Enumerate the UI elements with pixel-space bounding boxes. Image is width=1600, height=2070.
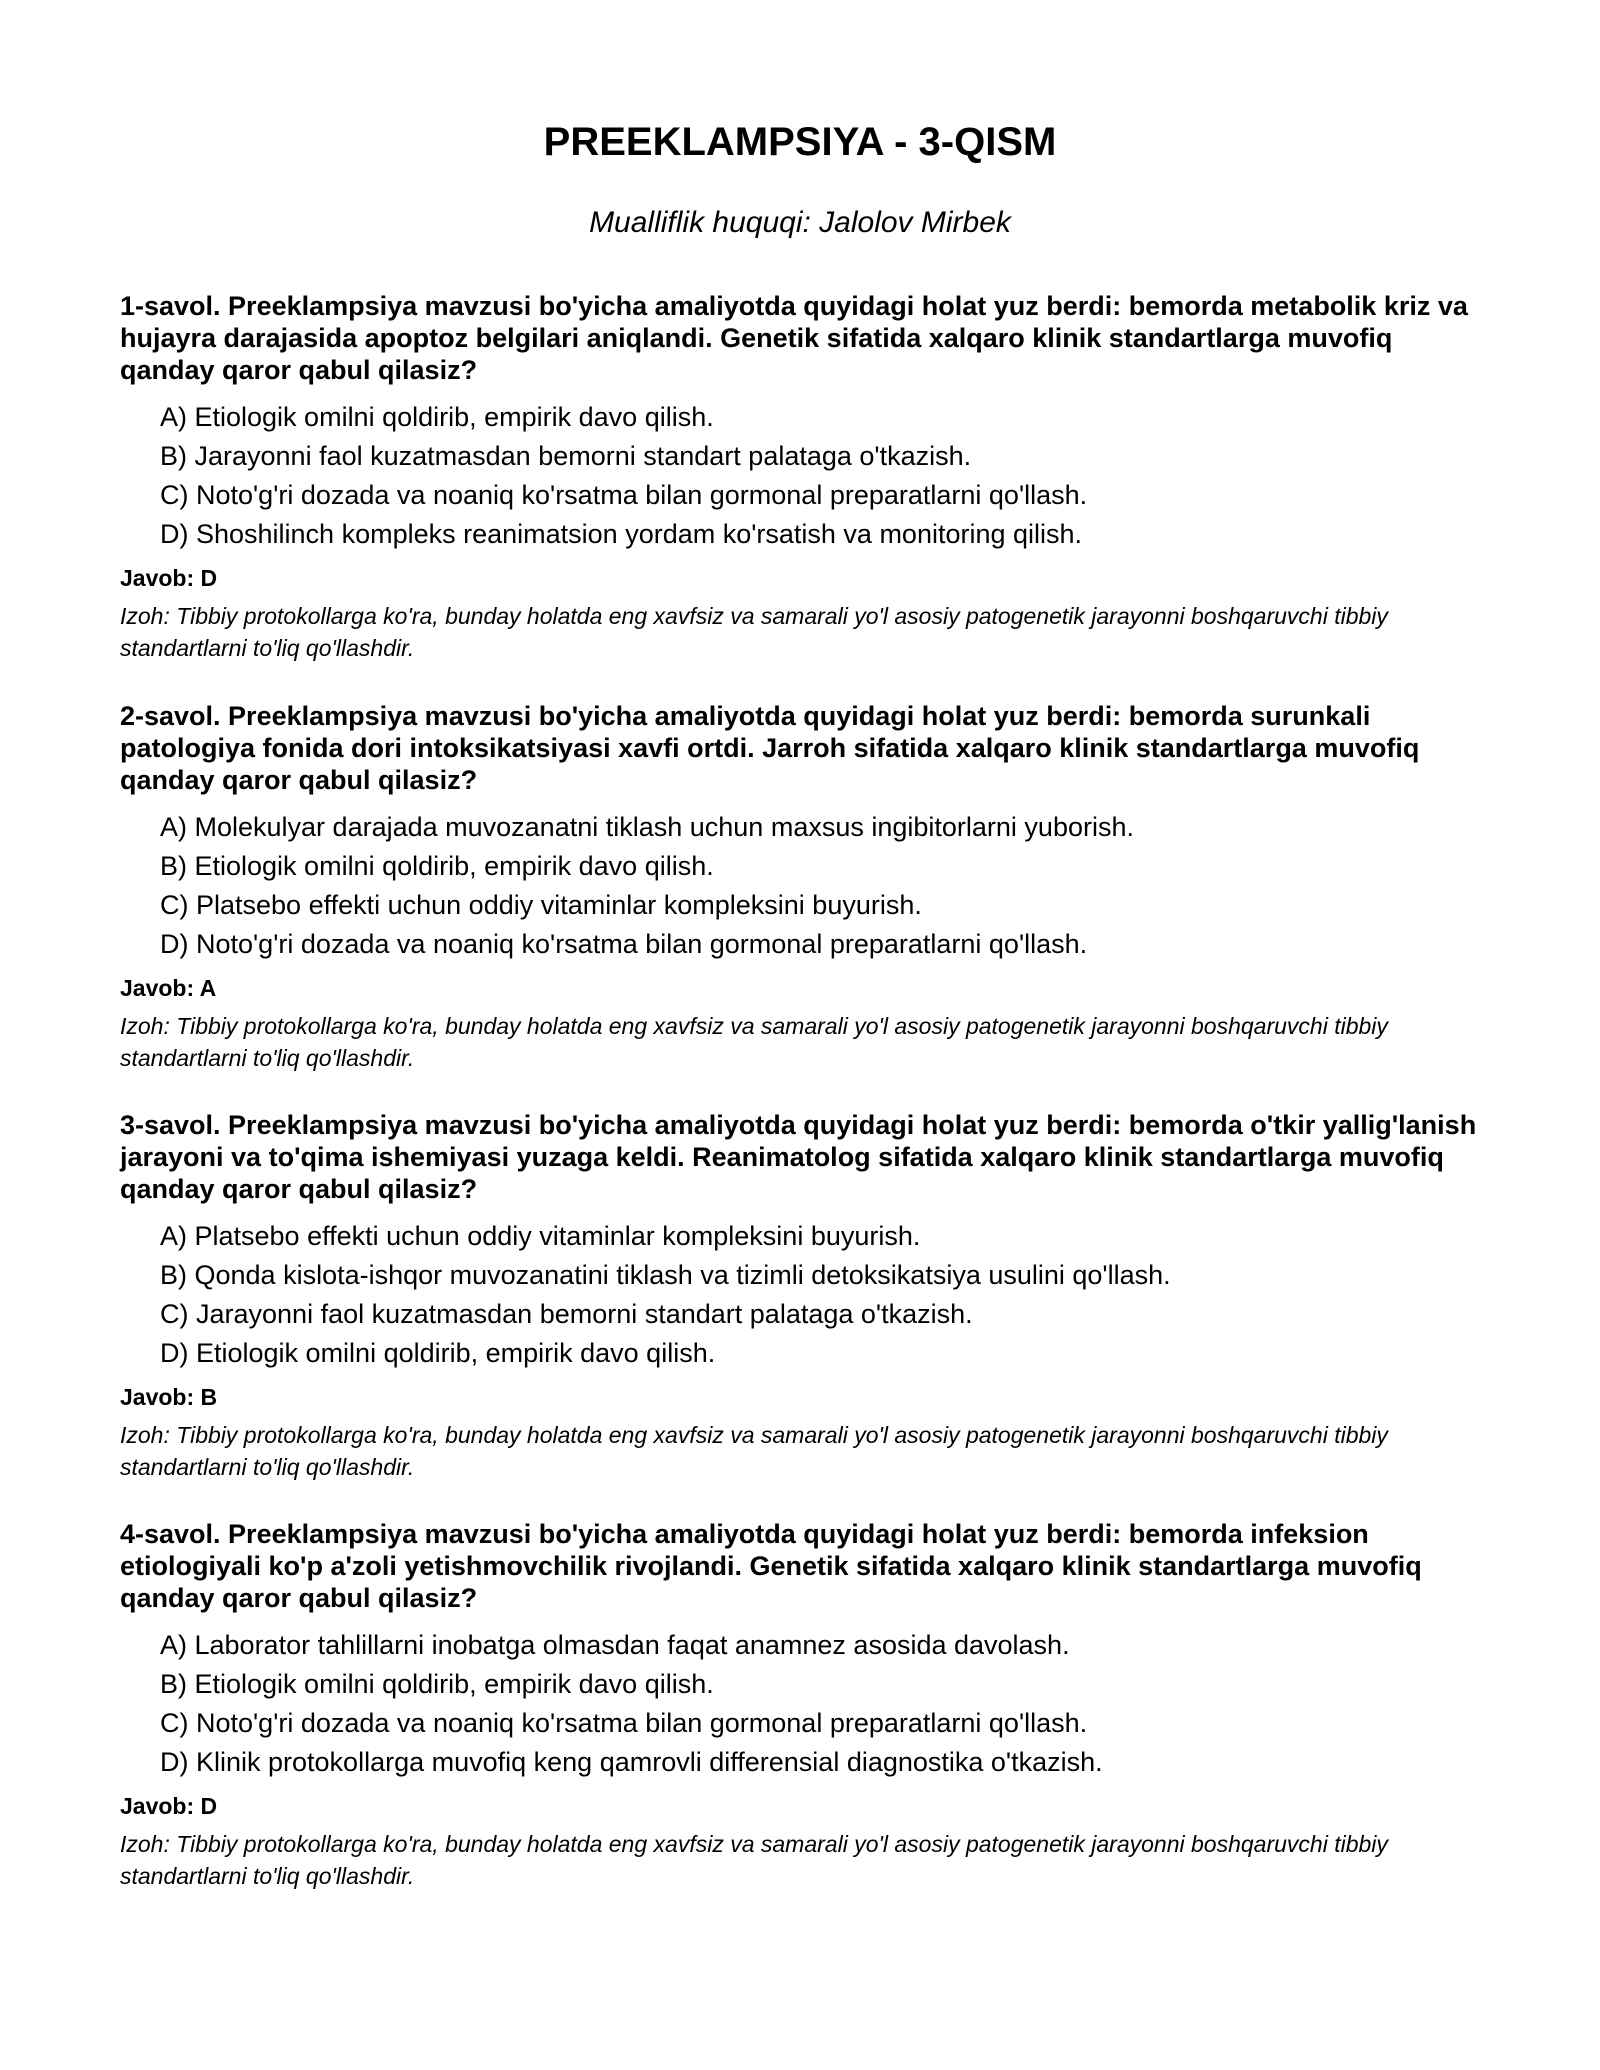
option-d: D) Noto'g'ri dozada va noaniq ko'rsatma bilan gormonal preparatlarni qo'llash.: [160, 929, 1088, 959]
option-a: A) Etiologik omilni qoldirib, empirik davo qilish.: [160, 402, 714, 432]
option-list: [120, 398, 1490, 554]
explanation-note: Izoh: Tibbiy protokollarga ko'ra, bunday holatda eng xavfsiz va samarali yo'l asosiy patogenetik jarayonni boshqaruvchi tibbiy standartlarni to'liq qo'llashdir.: [120, 1831, 1388, 1889]
question-text: 2-savol. Preeklampsiya mavzusi bo'yicha amaliyotda quyidagi holat yuz berdi: bemorda surunkali patologiya fonida dori intoksikatsiyasi xavfi ortdi. Jarroh sifatida xalqaro klinik standartlarga muvofiq qanday qaror qabul qilasiz?: [120, 701, 1420, 795]
explanation-note: Izoh: Tibbiy protokollarga ko'ra, bunday holatda eng xavfsiz va samarali yo'l asosiy patogenetik jarayonni boshqaruvchi tibbiy standartlarni to'liq qo'llashdir.: [120, 1013, 1388, 1071]
option-list: [120, 1217, 1490, 1373]
answer-label: Javob: D: [120, 565, 218, 591]
option-d: D) Shoshilinch kompleks reanimatsion yordam ko'rsatish va monitoring qilish.: [160, 519, 1083, 549]
answer-label: Javob: B: [120, 1384, 218, 1410]
option-b: B) Qonda kislota-ishqor muvozanatini tiklash va tizimli detoksikatsiya usulini qo'llash.: [160, 1260, 1171, 1290]
question-block-4: [120, 1518, 1490, 1892]
option-b: B) Etiologik omilni qoldirib, empirik davo qilish.: [160, 851, 714, 881]
question-text: 4-savol. Preeklampsiya mavzusi bo'yicha amaliyotda quyidagi holat yuz berdi: bemorda infeksion etiologiyali ko'p a'zoli yetishmovchilik rivojlandi. Genetik sifatida xalqaro klinik standartlarga muvofiq qanday qaror qabul qilasiz?: [120, 1519, 1422, 1613]
option-list: [120, 1626, 1490, 1782]
option-a: A) Platsebo effekti uchun oddiy vitaminlar kompleksini buyurish.: [160, 1221, 921, 1251]
option-c: C) Platsebo effekti uchun oddiy vitaminlar kompleksini buyurish.: [160, 890, 922, 920]
option-d: D) Klinik protokollarga muvofiq keng qamrovli differensial diagnostika o'tkazish.: [160, 1747, 1103, 1777]
option-a: A) Molekulyar darajada muvozanatni tiklash uchun maxsus ingibitorlarni yuborish.: [160, 812, 1134, 842]
question-block-1: [120, 290, 1490, 664]
question-block-2: [120, 700, 1490, 1074]
answer-label: Javob: A: [120, 975, 217, 1001]
explanation-note: Izoh: Tibbiy protokollarga ko'ra, bunday holatda eng xavfsiz va samarali yo'l asosiy patogenetik jarayonni boshqaruvchi tibbiy standartlarni to'liq qo'llashdir.: [120, 603, 1388, 661]
answer-label: Javob: D: [120, 1793, 218, 1819]
option-c: C) Jarayonni faol kuzatmasdan bemorni standart palataga o'tkazish.: [160, 1299, 973, 1329]
page-title: PREEKLAMPSIYA - 3-QISM: [543, 120, 1057, 164]
question-text: 3-savol. Preeklampsiya mavzusi bo'yicha amaliyotda quyidagi holat yuz berdi: bemorda o'tkir yallig'lanish jarayoni va to'qima ishemiyasi yuzaga keldi. Reanimatolog sifatida xalqaro klinik standartlarga muvofiq qanday qaror qabul qilasiz?: [120, 1110, 1477, 1204]
option-c: C) Noto'g'ri dozada va noaniq ko'rsatma bilan gormonal preparatlarni qo'llash.: [160, 1708, 1088, 1738]
option-list: [120, 808, 1490, 964]
option-d: D) Etiologik omilni qoldirib, empirik davo qilish.: [160, 1338, 716, 1368]
option-b: B) Etiologik omilni qoldirib, empirik davo qilish.: [160, 1669, 714, 1699]
option-c: C) Noto'g'ri dozada va noaniq ko'rsatma bilan gormonal preparatlarni qo'llash.: [160, 480, 1088, 510]
page-subtitle: Mualliflik huquqi: Jalolov Mirbek: [589, 206, 1011, 239]
option-a: A) Laborator tahlillarni inobatga olmasdan faqat anamnez asosida davolash.: [160, 1630, 1070, 1660]
question-text: 1-savol. Preeklampsiya mavzusi bo'yicha amaliyotda quyidagi holat yuz berdi: bemorda metabolik kriz va hujayra darajasida apoptoz belgilari aniqlandi. Genetik sifatida xalqaro klinik standartlarga muvofiq qanday qaror qabul qilasiz?: [120, 291, 1468, 385]
option-b: B) Jarayonni faol kuzatmasdan bemorni standart palataga o'tkazish.: [160, 441, 972, 471]
explanation-note: Izoh: Tibbiy protokollarga ko'ra, bunday holatda eng xavfsiz va samarali yo'l asosiy patogenetik jarayonni boshqaruvchi tibbiy standartlarni to'liq qo'llashdir.: [120, 1422, 1388, 1480]
question-block-3: [120, 1109, 1490, 1483]
